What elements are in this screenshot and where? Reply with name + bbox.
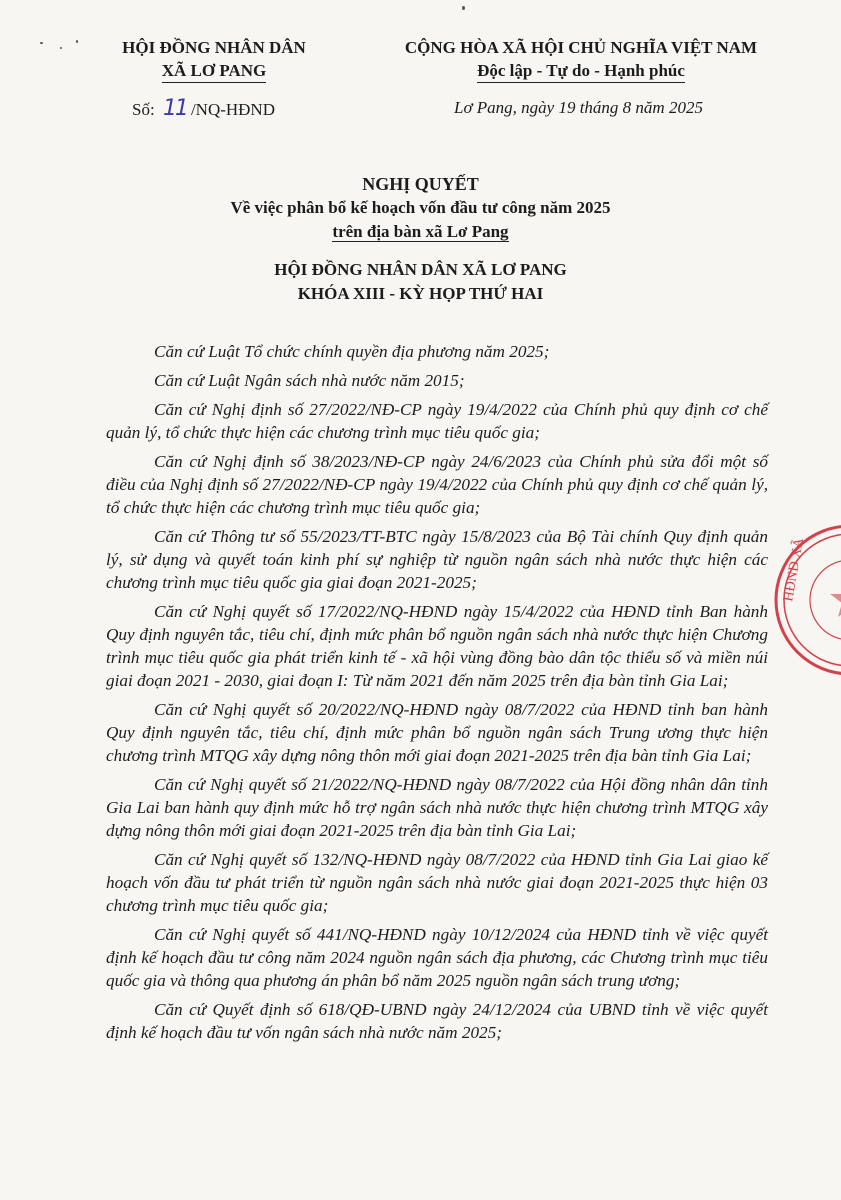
- legal-bases: [106, 340, 768, 1050]
- seal-text: HĐND XÃ: [781, 536, 808, 603]
- legal-basis-paragraph: Căn cứ Nghị định số 27/2022/NĐ-CP ngày 19/4/2022 của Chính phủ quy định cơ chế quản lý, tổ chức thực hiện các chương trình mục tiêu quốc gia;: [106, 400, 768, 442]
- official-seal-icon: [770, 520, 841, 680]
- legal-basis-paragraph: Căn cứ Quyết định số 618/QĐ-UBND ngày 24/12/2024 của UBND tỉnh về việc quyết định kế hoạch đầu tư vốn ngân sách nhà nước năm 2025;: [106, 1000, 768, 1042]
- national-heading: [376, 36, 786, 83]
- scan-speck: [462, 6, 465, 10]
- legal-basis-paragraph: Căn cứ Nghị quyết số 20/2022/NQ-HĐND ngày 08/7/2022 của HĐND tỉnh ban hành Quy định nguyên tắc, tiêu chí, định mức phân bổ nguồn ngân sách Trung ương thực hiện chương trình MTQG xây dựng nông thôn mới giai đoạn 2021-2025 trên địa bàn tỉnh Gia Lai;: [106, 700, 768, 765]
- handwritten-number: 11: [162, 96, 187, 121]
- legal-basis-paragraph: Căn cứ Nghị quyết số 17/2022/NQ-HĐND ngày 15/4/2022 của HĐND tỉnh Ban hành Quy định nguyên tắc, tiêu chí, định mức phân bổ nguồn ngân sách nhà nước thực hiện Chương trình mục tiêu quốc gia phát triển kinh tế - xã hội vùng đồng bào dân tộc thiểu số và miền núi giai đoạn 2021 - 2030, giai đoạn I: Từ năm 2021 đến năm 2025 trên địa bàn tỉnh Gia Lai;: [106, 602, 768, 690]
- issuer-line2: KHÓA XIII - KỲ HỌP THỨ HAI: [297, 284, 544, 303]
- legal-basis-paragraph: Căn cứ Nghị quyết số 21/2022/NQ-HĐND ngày 08/7/2022 của Hội đồng nhân dân tỉnh Gia Lai ban hành quy định mức hỗ trợ ngân sách nhà nước thực hiện chương trình MTQG xây dựng nông thôn mới giai đoạn 2021-2025 trên địa bàn tỉnh Gia Lai;: [106, 775, 768, 840]
- legal-basis-paragraph: Căn cứ Nghị quyết số 441/NQ-HĐND ngày 10/12/2024 của HĐND tỉnh về việc quyết định kế hoạch đầu tư công năm 2024 nguồn ngân sách địa phương, các Chương trình mục tiêu quốc gia và thông qua phương án phân bổ năm 2025 nguồn ngân sách trung ương;: [106, 925, 768, 990]
- number-suffix: /NQ-HĐND: [190, 100, 275, 119]
- issuing-organization: [104, 36, 324, 83]
- org-name-line1: HỘI ĐỒNG NHÂN DÂN: [122, 38, 306, 57]
- document-type: NGHỊ QUYẾT: [362, 174, 479, 194]
- legal-basis-paragraph: Căn cứ Luật Tổ chức chính quyền địa phương năm 2025;: [154, 342, 550, 361]
- org-name-line2: XÃ LƠ PANG: [162, 60, 267, 83]
- legal-basis-paragraph: Căn cứ Nghị định số 38/2023/NĐ-CP ngày 24/6/2023 của Chính phủ sửa đổi một số điều của Nghị định số 27/2022/NĐ-CP ngày 19/4/2022 của Chính phủ quy định cơ chế quản lý, tổ chức thực hiện các chương trình mục tiêu quốc gia;: [106, 452, 768, 517]
- number-prefix: Số:: [132, 100, 155, 119]
- scan-speck: [40, 42, 43, 44]
- document-number: [132, 96, 275, 121]
- document-subject-line1: Về việc phân bổ kế hoạch vốn đầu tư công năm 2025: [230, 198, 611, 217]
- national-motto: Độc lập - Tự do - Hạnh phúc: [477, 60, 685, 83]
- legal-basis-paragraph: Căn cứ Thông tư số 55/2023/TT-BTC ngày 15/8/2023 của Bộ Tài chính Quy định quản lý, sử dụng và quyết toán kinh phí sự nghiệp từ nguồn ngân sách nhà nước thực hiện các chương trình mục tiêu quốc gia giai đoạn 2021-2025;: [106, 527, 768, 592]
- place-and-date: Lơ Pang, ngày 19 tháng 8 năm 2025: [454, 98, 703, 117]
- subject-line2-text: trên địa bàn xã Lơ Pang: [332, 222, 509, 241]
- legal-basis-paragraph: Căn cứ Luật Ngân sách nhà nước năm 2015;: [154, 371, 465, 390]
- issuer-line1: HỘI ĐỒNG NHÂN DÂN XÃ LƠ PANG: [274, 260, 567, 279]
- nation-name: CỘNG HÒA XÃ HỘI CHỦ NGHĨA VIỆT NAM: [404, 38, 758, 57]
- legal-basis-paragraph: Căn cứ Nghị quyết số 132/NQ-HĐND ngày 08/7/2022 của HĐND tỉnh Gia Lai giao kế hoạch vốn đầu tư phát triển từ nguồn ngân sách nhà nước giai đoạn 2021-2025 thực hiện 03 chương trình mục tiêu quốc gia;: [106, 850, 768, 915]
- document-subject-line2: [0, 220, 841, 244]
- scan-speck: [76, 40, 78, 43]
- scan-speck: [60, 47, 62, 49]
